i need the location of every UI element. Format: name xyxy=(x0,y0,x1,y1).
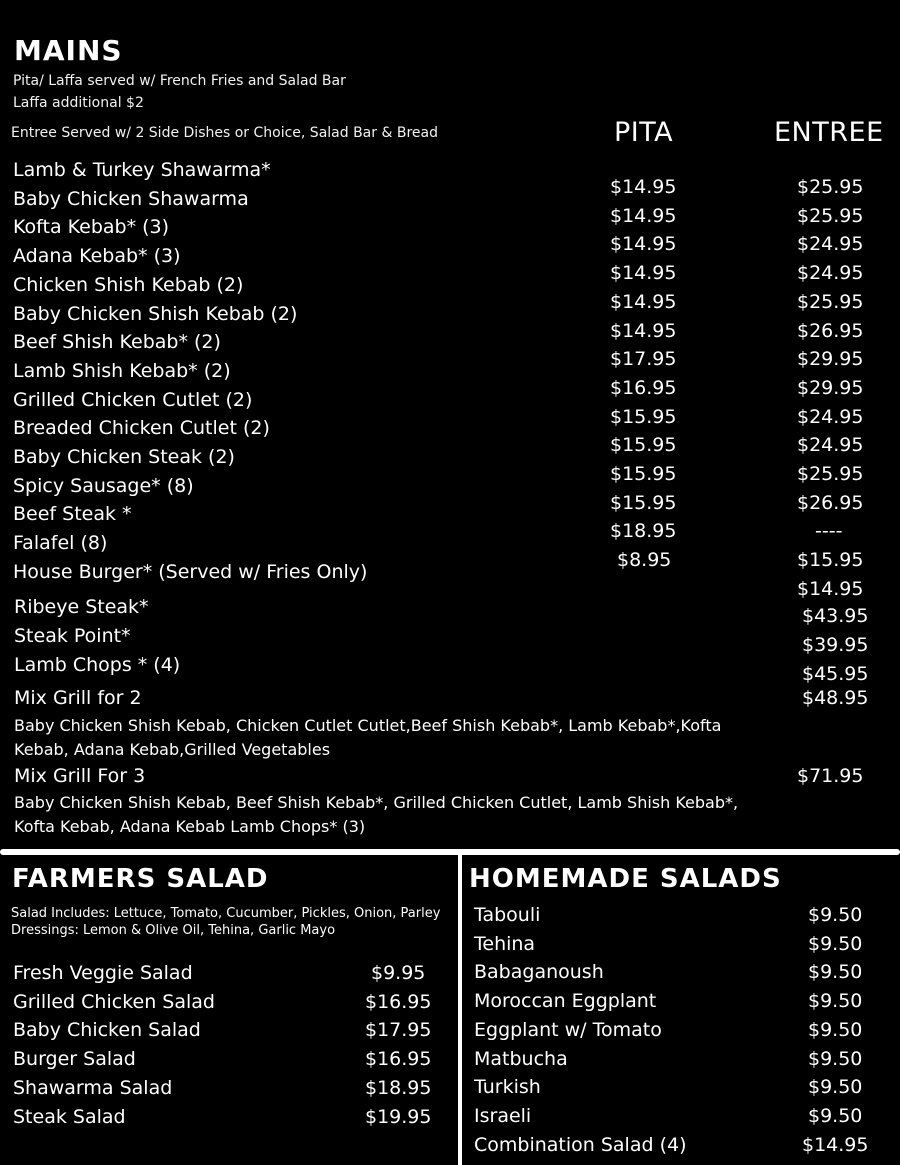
pita-price: $18.95 xyxy=(610,520,677,543)
farmers-salad-item: Burger Salad xyxy=(13,1048,136,1071)
farmers-salad-price: $9.95 xyxy=(371,962,426,984)
homemade-salad-price: $14.95 xyxy=(802,1133,869,1156)
menu-item: House Burger* (Served w/ Fries Only) xyxy=(13,560,368,583)
farmers-salad-price: $18.95 xyxy=(365,1076,432,1099)
mix-grill-2-desc-2: Kebab, Adana Kebab,Grilled Vegetables xyxy=(14,740,331,759)
menu-item: Beef Steak * xyxy=(13,503,132,526)
homemade-salad-price: $9.50 xyxy=(808,1076,863,1099)
menu-item-mix-grill-3: Mix Grill For 3 xyxy=(14,765,146,787)
homemade-salad-price: $9.50 xyxy=(808,1047,863,1070)
mains-note-laffa: Laffa additional $2 xyxy=(13,95,144,111)
price-mix-grill-3: $71.95 xyxy=(797,765,864,787)
homemade-salad-item: Tabouli xyxy=(474,904,541,926)
mains-title: MAINS xyxy=(14,34,123,67)
entree-price: $24.95 xyxy=(797,262,864,285)
menu-item: Baby Chicken Steak (2) xyxy=(13,446,235,468)
entree-price: $24.95 xyxy=(797,233,864,256)
entree-price: $24.95 xyxy=(797,434,864,457)
menu-item: Chicken Shish Kebab (2) xyxy=(13,273,244,296)
entree-price: $25.95 xyxy=(797,176,864,198)
homemade-salad-item: Turkish xyxy=(474,1076,541,1099)
menu-item: Lamb Shish Kebab* (2) xyxy=(13,359,231,382)
price-steak-point: $39.95 xyxy=(802,634,869,656)
pita-price: $14.95 xyxy=(610,233,677,256)
entree-price: $14.95 xyxy=(797,577,864,600)
menu-item: Beef Shish Kebab* (2) xyxy=(13,331,221,354)
pita-price: $15.95 xyxy=(610,491,677,514)
pita-price: $15.95 xyxy=(610,463,677,485)
farmers-salad-item: Steak Salad xyxy=(13,1105,126,1128)
entree-price: $25.95 xyxy=(797,463,864,485)
menu-item: Baby Chicken Shish Kebab (2) xyxy=(13,302,298,325)
pita-price: $17.95 xyxy=(610,348,677,371)
menu-item-lamb-chops: Lamb Chops * (4) xyxy=(14,654,181,676)
entree-price: $25.95 xyxy=(797,290,864,313)
homemade-salad-price: $9.50 xyxy=(808,1018,863,1041)
mix-grill-3-desc-1: Baby Chicken Shish Kebab, Beef Shish Kebab*, Grilled Chicken Cutlet, Lamb Shish Kebab*, xyxy=(14,793,739,812)
farmers-salad-item: Fresh Veggie Salad xyxy=(13,962,193,984)
farmers-salad-title: FARMERS SALAD xyxy=(12,864,269,894)
homemade-salads-title: HOMEMADE SALADS xyxy=(469,864,782,894)
menu-item: Breaded Chicken Cutlet (2) xyxy=(13,417,270,440)
mains-note-pita: Pita/ Laffa served w/ French Fries and Salad Bar xyxy=(13,73,346,89)
menu-item: Kofta Kebab* (3) xyxy=(13,216,170,239)
pita-price: $14.95 xyxy=(610,204,677,227)
homemade-salad-item: Combination Salad (4) xyxy=(474,1133,687,1156)
farmers-salad-note-1: Salad Includes: Lettuce, Tomato, Cucumber, Pickles, Onion, Parley xyxy=(11,906,441,921)
pita-price: $8.95 xyxy=(617,549,672,572)
price-lamb-chops: $45.95 xyxy=(802,663,869,685)
entree-price: $26.95 xyxy=(797,491,864,514)
menu-item-mix-grill-2: Mix Grill for 2 xyxy=(14,687,142,709)
homemade-salad-item: Matbucha xyxy=(474,1047,568,1070)
homemade-salad-item: Moroccan Eggplant xyxy=(474,990,657,1013)
farmers-salad-price: $16.95 xyxy=(365,1048,432,1071)
homemade-salad-item: Eggplant w/ Tomato xyxy=(474,1018,662,1041)
homemade-salad-price: $9.50 xyxy=(808,904,863,926)
pita-column-header: PITA xyxy=(614,117,674,148)
farmers-salad-item: Baby Chicken Salad xyxy=(13,1019,201,1042)
homemade-salad-price: $9.50 xyxy=(808,961,863,984)
farmers-salad-price: $16.95 xyxy=(365,990,432,1013)
pita-price: $14.95 xyxy=(610,290,677,313)
menu-item: Spicy Sausage* (8) xyxy=(13,474,194,497)
pita-price: $16.95 xyxy=(610,376,677,399)
homemade-salad-item: Babaganoush xyxy=(474,961,604,984)
mix-grill-3-desc-2: Kofta Kebab, Adana Kebab Lamb Chops* (3) xyxy=(14,817,366,836)
section-divider-horizontal xyxy=(0,849,900,855)
entree-price: $26.95 xyxy=(797,319,864,342)
farmers-salad-item: Shawarma Salad xyxy=(13,1076,173,1099)
pita-price: $15.95 xyxy=(610,434,677,457)
menu-item: Falafel (8) xyxy=(13,532,108,555)
menu-item: Lamb & Turkey Shawarma* xyxy=(13,159,271,181)
pita-price: $14.95 xyxy=(610,262,677,285)
mix-grill-2-desc-1: Baby Chicken Shish Kebab, Chicken Cutlet Cutlet,Beef Shish Kebab*, Lamb Kebab*,Kofta xyxy=(14,716,722,735)
farmers-salad-price: $17.95 xyxy=(365,1019,432,1042)
entree-price: $24.95 xyxy=(797,405,864,428)
pita-price: $14.95 xyxy=(610,319,677,342)
menu-item: Baby Chicken Shawarma xyxy=(13,187,249,210)
farmers-salad-note-2: Dressings: Lemon & Olive Oil, Tehina, Garlic Mayo xyxy=(11,923,336,938)
entree-price: $29.95 xyxy=(797,348,864,371)
farmers-salad-item: Grilled Chicken Salad xyxy=(13,990,215,1013)
entree-column-header: ENTREE xyxy=(774,117,884,148)
menu-item: Grilled Chicken Cutlet (2) xyxy=(13,388,253,411)
entree-price: ---- xyxy=(815,520,843,543)
price-ribeye: $43.95 xyxy=(802,605,869,627)
homemade-salad-item: Tehina xyxy=(474,932,536,955)
entree-price: $15.95 xyxy=(797,549,864,572)
section-divider-vertical xyxy=(458,852,462,1165)
menu-item-steak-point: Steak Point* xyxy=(14,625,131,647)
entree-price: $29.95 xyxy=(797,376,864,399)
homemade-salad-item: Israeli xyxy=(474,1104,532,1127)
entree-price: $25.95 xyxy=(797,204,864,227)
pita-price: $15.95 xyxy=(610,405,677,428)
menu-item-ribeye: Ribeye Steak* xyxy=(14,596,149,618)
homemade-salad-price: $9.50 xyxy=(808,990,863,1013)
farmers-salad-price: $19.95 xyxy=(365,1105,432,1128)
menu-item: Adana Kebab* (3) xyxy=(13,245,181,268)
homemade-salad-price: $9.50 xyxy=(808,932,863,955)
pita-price: $14.95 xyxy=(610,176,677,198)
mains-note-entree: Entree Served w/ 2 Side Dishes or Choice, Salad Bar & Bread xyxy=(11,125,438,141)
homemade-salad-price: $9.50 xyxy=(808,1104,863,1127)
price-mix-grill-2: $48.95 xyxy=(802,687,869,709)
